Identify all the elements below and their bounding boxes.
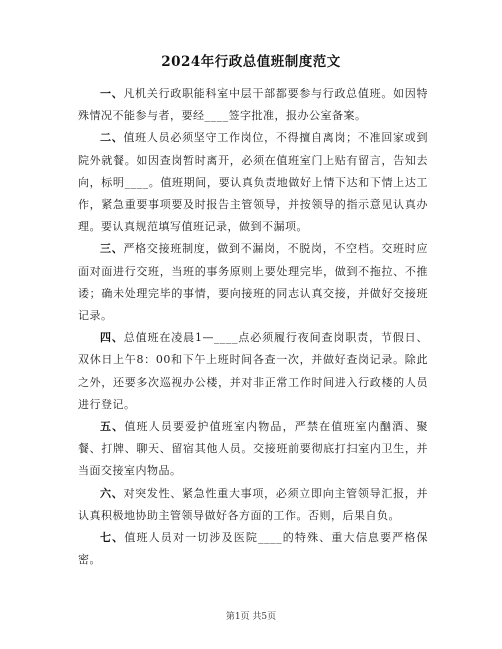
paragraph-text: 总值班在凌晨1—____点必须履行夜间查岗职责，节假日、双休日上午8：00和下午上班时间各查一次，并做好查岗记录。除此之外，还要多次巡视办公楼，并对非正常工作时间进入行政楼的人员进行登记。 (78, 331, 428, 411)
paragraph-number: 三、 (100, 242, 124, 256)
paragraph-4 (78, 327, 428, 416)
paragraph-text: 凡机关行政职能科室中层干部都要参与行政总值班。如因特殊情况不能参与者，要经____签字批准，报办公室备案。 (78, 87, 429, 123)
paragraph-3 (78, 238, 428, 327)
paragraph-7 (78, 527, 428, 571)
paragraph-text: 值班人员必须坚守工作岗位，不得擅自离岗；不准回家或到院外就餐。如因查岗暂时离开，必须在值班室门上贴有留言，告知去向，标明____。值班期间，要认真负责地做好上情下达和下情上达工作，紧急重要事项要及时报告主管领导，并按领导的指示意见认真办理。要认真规范填写值班记录，做到不漏项。 (78, 131, 429, 234)
paragraph-1 (78, 83, 428, 127)
paragraph-number: 四、 (100, 331, 124, 345)
paragraph-text: 值班人员要爱护值班室内物品，严禁在值班室内酗酒、聚餐、打牌、聊天、留宿其他人员。交接班前要彻底打扫室内卫生，并当面交接室内物品。 (78, 420, 429, 478)
paragraph-number: 二、 (100, 131, 124, 145)
paragraph-number: 一、 (100, 87, 124, 100)
paragraph-2 (78, 127, 428, 238)
paragraph-number: 五、 (100, 420, 125, 434)
paragraph-text: 值班人员对一切涉及医院____的特殊、重大信息要严格保密。 (78, 531, 429, 567)
paragraph-number: 七、 (100, 531, 125, 545)
paragraph-6 (78, 483, 428, 527)
document-title: 2024年行政总值班制度范文 (161, 54, 341, 70)
page-number: 第1页 共5页 (225, 612, 277, 622)
document-body (78, 83, 428, 571)
paragraph-text: 对突发性、紧急性重大事项，必须立即向主管领导汇报，并认真积极地协助主管领导做好各方面的工作。否则，后果自负。 (78, 486, 429, 522)
paragraph-5 (78, 416, 428, 483)
paragraph-number: 六、 (100, 486, 124, 500)
paragraph-text: 严格交接班制度，做到不漏岗，不脱岗，不空档。交班时应面对面进行交班，当班的事务原则上要处理完毕，做到不拖拉、不推诿；确未处理完毕的事情，要向接班的同志认真交接，并做好交接班记录。 (78, 242, 429, 323)
